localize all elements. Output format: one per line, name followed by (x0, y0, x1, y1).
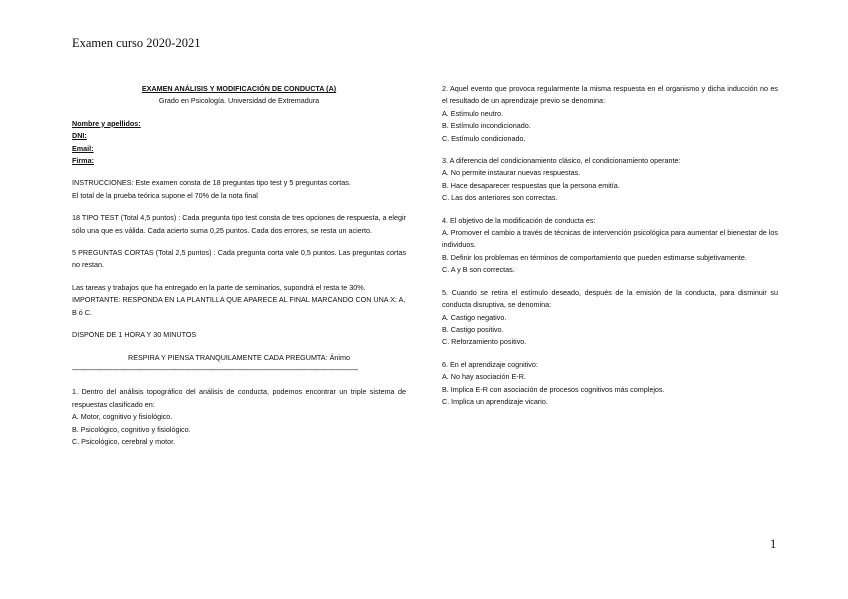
test-section-info: 18 TIPO TEST (Total 4,5 puntos) : Cada pregunta tipo test consta de tres opciones de respuesta, a elegir sólo una que es válida. Cada acierto suma 0,25 puntos. Cada dos errores, se resta un acierto. (72, 213, 407, 235)
instructions-line-1: INSTRUCCIONES: Este examen consta de 18 preguntas tipo test y 5 preguntas cortas. (72, 178, 351, 188)
question-2-option-b: B. Estímulo incondicionado. (442, 121, 531, 131)
field-signature: Firma: (72, 156, 94, 166)
question-3-option-b: B. Hace desaparecer respuestas que la persona emitía. (442, 180, 620, 190)
question-3-option-a: A. No permite instaurar nuevas respuestas. (442, 168, 581, 178)
question-2-option-a: A. Estímulo neutro. (442, 108, 504, 118)
short-questions-info: 5 PREGUNTAS CORTAS (Total 2,5 puntos) : Cada pregunta corta vale 0,5 puntos. Las preguntas cortas no restan. (72, 248, 406, 270)
question-2-option-c: C. Estímulo condicionado. (442, 133, 526, 143)
exam-subtitle: Grado en Psicología. Universidad de Extremadura (158, 96, 320, 106)
page-number: 1 (770, 537, 777, 551)
question-2-text: 2. Aquel evento que provoca regularmente la misma respuesta en el organismo y dicha inducción no es el resultado de un aprendizaje previo se denomina: (442, 84, 778, 106)
question-1-option-b: B. Psicológico, cognitivo y fisiológico. (72, 424, 191, 434)
instructions-line-2: El total de la prueba teórica supone el 70% de la nota final (72, 190, 258, 200)
question-5-option-a: A. Castigo negativo. (442, 312, 507, 322)
dashed-divider: ------------------------------------------------------------------------------------------------------------------------------------------------------- (72, 364, 358, 374)
question-6-option-b: B. Implica E-R con asociación de procesos cognitivos más complejos. (442, 384, 665, 394)
question-4-option-c: C. A y B son correctas. (442, 265, 515, 275)
question-6-option-a: A. No hay asociación E-R. (442, 372, 526, 382)
question-1-text: 1. Dentro del análisis topográfico del análisis de conducta, podemos encontrar un triple sistema de respuestas clasificado en: (72, 387, 406, 409)
right-column (442, 83, 778, 408)
question-3-text: 3. A diferencia del condicionamiento clásico, el condicionamiento operante: (442, 156, 681, 166)
question-4-text: 4. El objetivo de la modificación de conducta es: (442, 215, 596, 225)
encouragement-note: RESPIRA Y PIENSA TRANQUILAMENTE CADA PREGUMTA: Ánimo (128, 352, 350, 362)
important-note: IMPORTANTE: RESPONDA EN LA PLANTILLA QUE APARECE AL FINAL MARCANDO CON UNA X: A, B ó C. (72, 295, 406, 317)
question-4-option-b: B. Definir los problemas en términos de comportamiento que pueden estimarse subjetivamente. (442, 252, 747, 262)
question-4-option-a: A. Promover el cambio a través de técnicas de intervención psicológica para aumentar el bienestar de los individuos. (442, 228, 778, 250)
field-name: Nombre y apellidos: (72, 118, 141, 128)
question-6-text: 6. En el aprendizaje cognitivo: (442, 359, 538, 369)
question-1-option-a: A. Motor, cognitivo y fisiológico. (72, 412, 173, 422)
question-6-option-c: C. Implica un aprendizaje vicario. (442, 396, 548, 406)
question-3-option-c: C. Las dos anteriores son correctas. (442, 193, 558, 203)
left-column (72, 83, 406, 448)
question-5-option-b: B. Castigo positivo. (442, 324, 504, 334)
question-5-option-c: C. Reforzamiento positivo. (442, 337, 527, 347)
time-note: DISPONE DE 1 HORA Y 30 MINUTOS (72, 330, 197, 340)
exam-title: EXAMEN ANÁLISIS Y MODIFICACIÓN DE CONDUCTA (A) (141, 84, 337, 93)
question-5-text: 5. Cuando se retira el estímulo deseado, después de la emisión de la conducta, para disminuir su conducta disruptiva, se denomina: (442, 287, 778, 310)
page-header: Examen curso 2020-2021 (72, 36, 201, 50)
field-email: Email: (72, 143, 94, 153)
question-1-option-c: C. Psicológico, cerebral y motor. (72, 436, 176, 446)
tasks-note: Las tareas y trabajos que ha entregado en la parte de seminarios, supondrá el resta te 30%. (72, 282, 366, 292)
field-dni: DNI: (72, 131, 87, 141)
